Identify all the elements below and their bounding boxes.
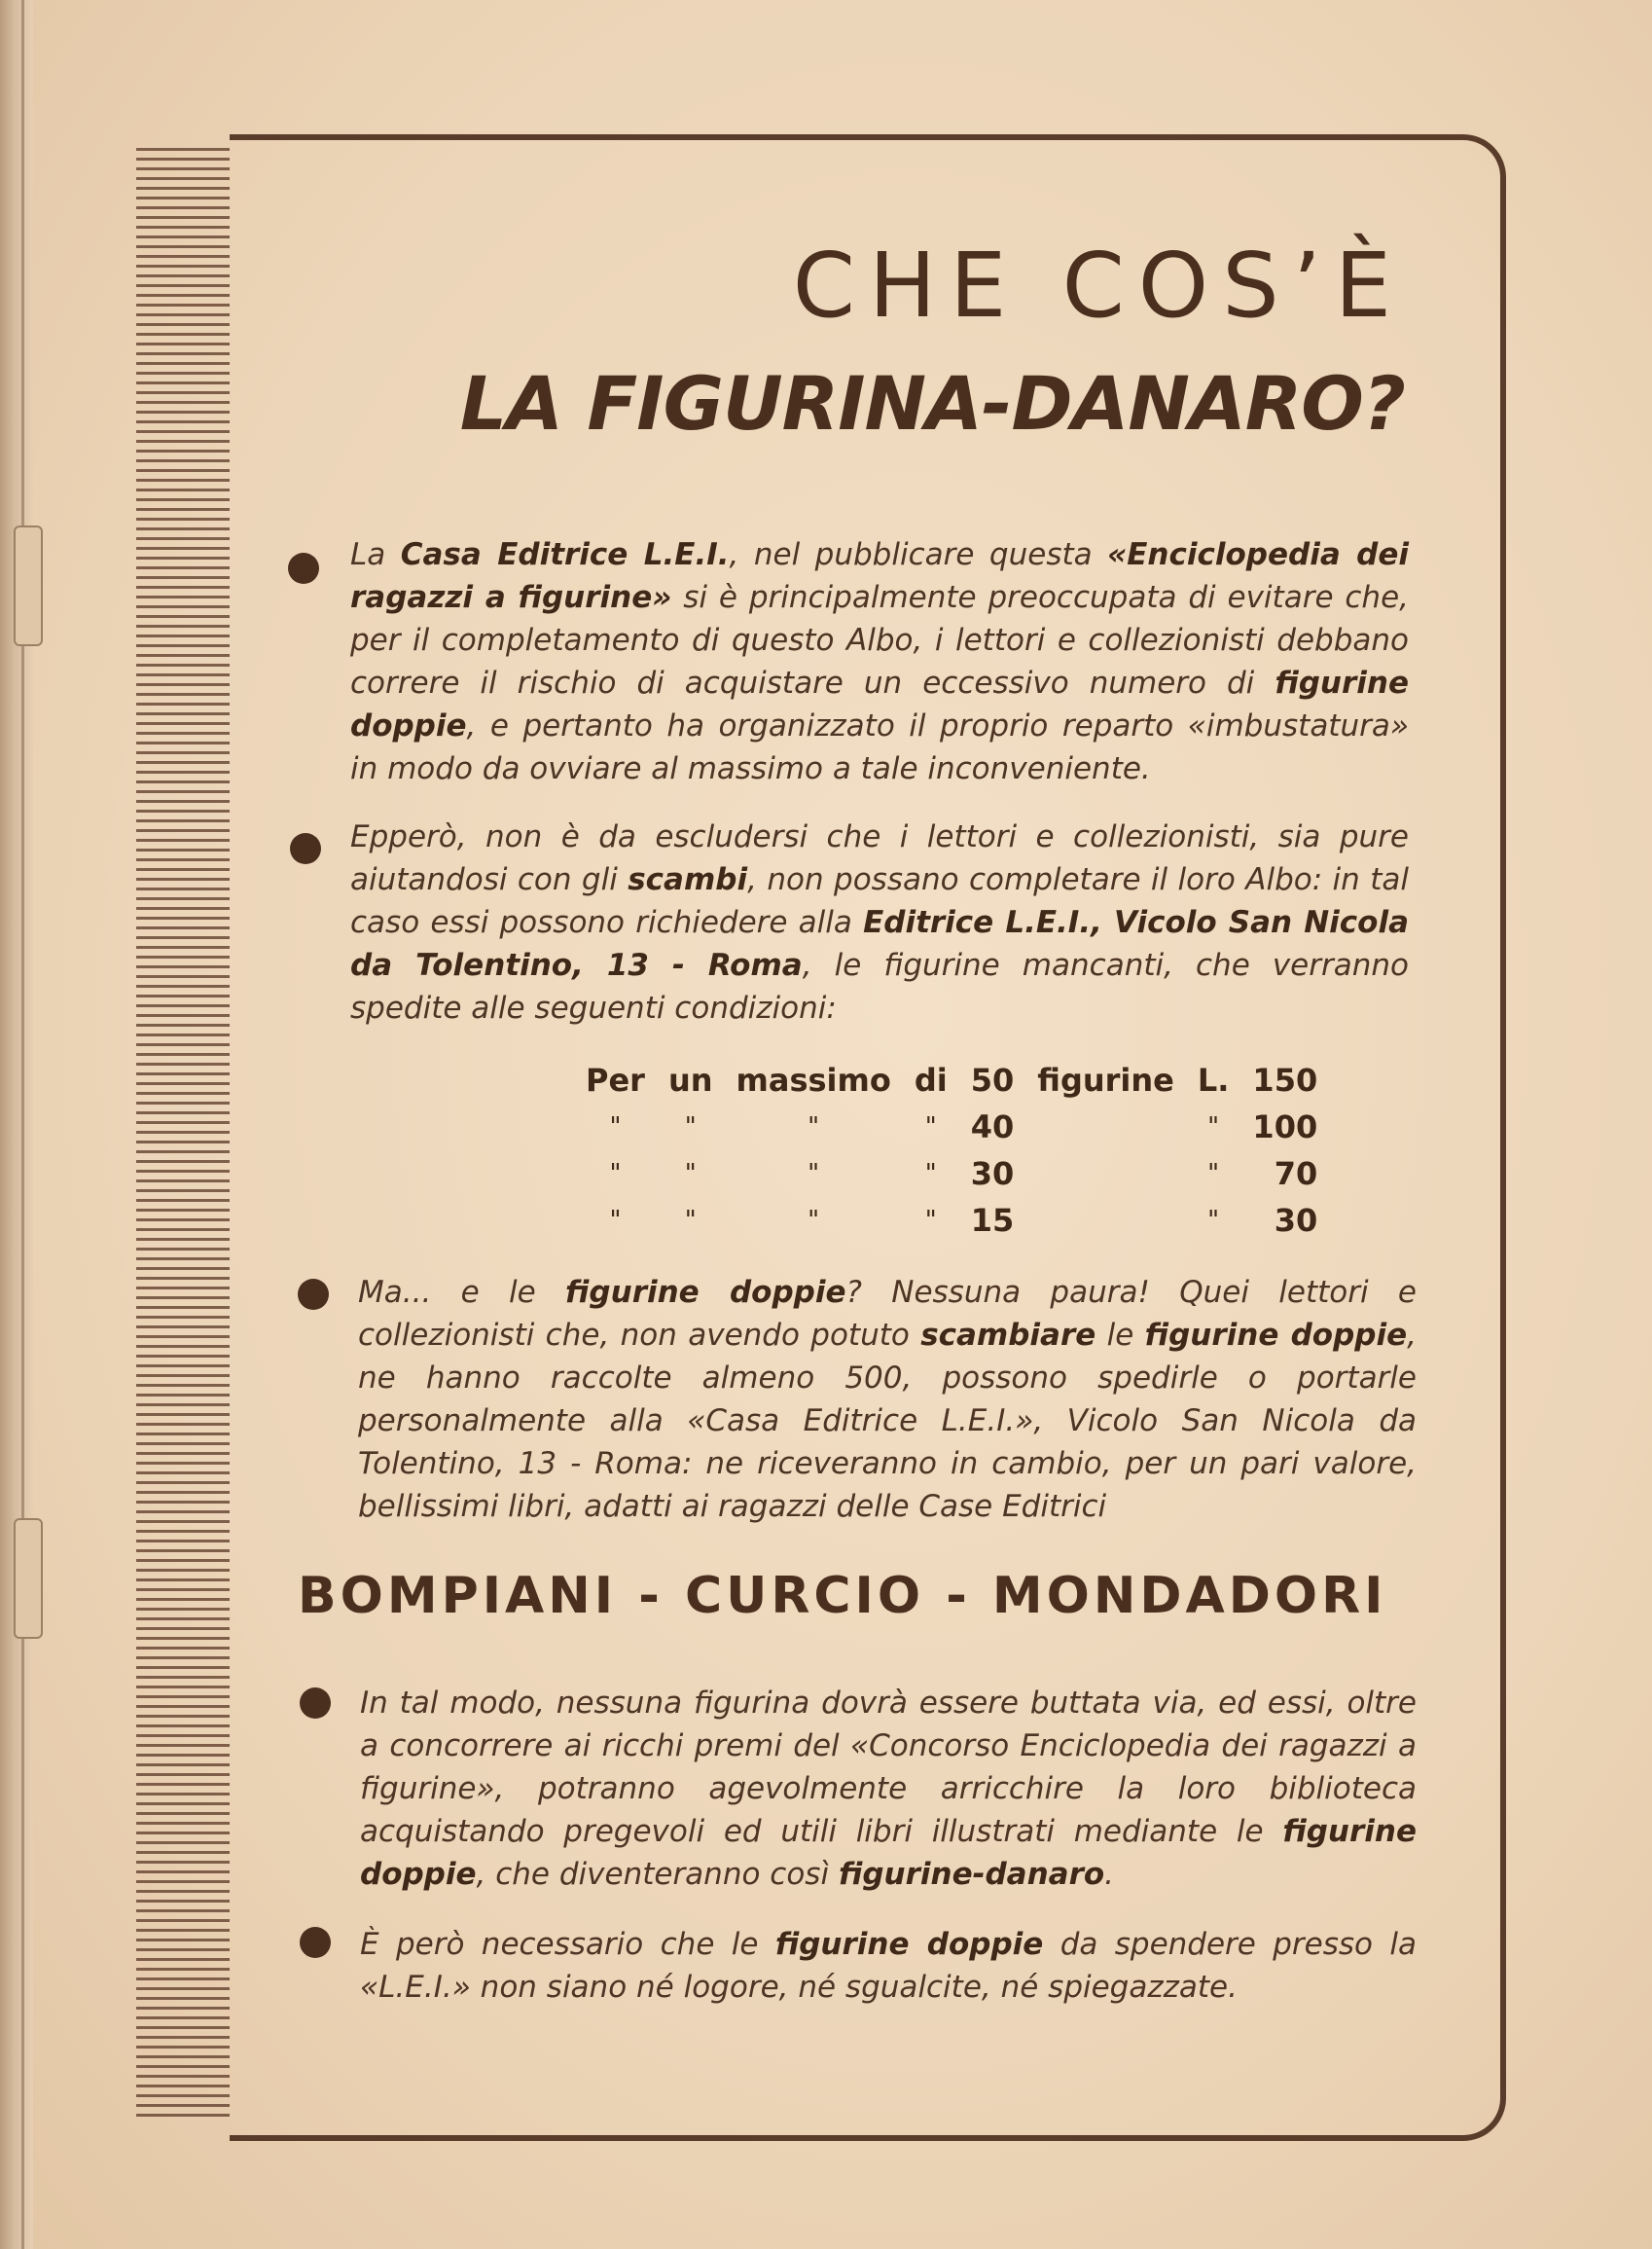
empty-cell [1025,1150,1186,1197]
text-run: ? Nessuna paura! Quei lettori e collezionisti che, non avendo potuto [358,1275,1418,1353]
bullet-icon [300,1687,331,1719]
bold-run: Casa Editrice L.E.I. [400,537,730,572]
text-run: si è principalmente preoccupata di evitare che, per il completamento di questo Albo, i lettori e collezionisti debbano correre il rischio di acquistare un eccessivo numero di [350,580,1410,701]
bold-run: figurine doppie [565,1275,846,1310]
spine-fold-line [21,0,24,2249]
paragraph-intro [350,533,1409,790]
bold-run: figurine doppie [1144,1318,1408,1353]
price-table-row [574,1150,1329,1197]
text-run: le [1095,1318,1145,1353]
price-cell: Per [586,1062,645,1099]
quantity-cell: 50 [970,1062,1015,1099]
bold-run: scambi [628,862,748,897]
bold-run: scambiare [920,1318,1096,1353]
text-run: . [1104,1857,1115,1892]
bullet-icon [300,1927,331,1958]
text-run: , ne hanno raccolte almeno 500, possono spedirle o portarle personalmente alla «Casa Editrice L.E.I.», Vicolo San Nicola da Tolentino, 13 - Roma: ne riceveranno in cambio, per un pari valore, bellissimi libri, adatti ai ragazzi delle Case Editrici [358,1318,1417,1524]
price-table [574,1057,1329,1244]
ditto-mark: " [924,1112,937,1142]
binding-staple-bottom [14,1518,43,1639]
price-cell: un [667,1062,713,1099]
paragraph-condition [360,1923,1417,2009]
bullet-icon [290,833,321,864]
paragraph-exchange [360,1682,1417,1896]
ditto-mark: " [808,1112,820,1142]
ditto-mark: " [1207,1206,1220,1235]
bold-run: Editrice L.E.I., Vicolo San Nicola da Tolentino, 13 - Roma [350,905,1410,983]
text-run: , e pertanto ha organizzato il proprio reparto «imbustatura» in modo da ovviare al massimo a tale inconveniente. [350,708,1409,786]
text-run: Epperò, non è da escludersi che i lettori e collezionisti, sia pure aiutandosi con gli [350,819,1409,897]
ditto-mark: " [924,1206,937,1235]
bold-run: «Enciclopedia dei ragazzi a figurine» [350,537,1410,615]
price-cell: figurine [1037,1062,1174,1099]
text-run: , non possano completare il loro Albo: in tal caso essi possono richiedere alla [350,862,1409,940]
price-value-cell: 70 [1274,1155,1318,1192]
ditto-mark: " [1207,1159,1220,1188]
ditto-mark: " [609,1206,622,1235]
paragraph-duplicates [358,1271,1417,1528]
text-run: da spendere presso la «L.E.I.» non siano né logore, né sgualcite, né spiegazzate. [360,1927,1417,2005]
ditto-mark: " [609,1159,622,1188]
bold-run: figurine doppie [774,1927,1044,1962]
currency-cell: L. [1197,1062,1230,1099]
bold-run: figurine-danaro [838,1857,1105,1892]
paragraph-missing-cards [350,816,1409,1030]
price-table-row [574,1197,1329,1244]
binding-staple-top [14,526,43,646]
heading-line-1: CHE COS’È [792,234,1405,338]
bullet-icon [288,553,319,584]
ditto-mark: " [684,1112,697,1142]
quantity-cell: 30 [970,1155,1015,1192]
price-value-cell: 100 [1252,1108,1318,1145]
text-run: In tal modo, nessuna figurina dovrà essere buttata via, ed essi, oltre a concorrere ai ricchi premi del «Concorso Enciclopedia dei ragazzi a figurine», potranno agevolmente arricchire la loro biblioteca acquistando pregevoli ed utili libri illustrati mediante le [360,1686,1417,1849]
empty-cell [1025,1197,1186,1244]
text-run: , le figurine mancanti, che verranno spedite alle seguenti condizioni: [350,948,1409,1026]
decorative-stripe-band [136,148,230,2123]
ditto-mark: " [684,1206,697,1235]
price-value-cell: 150 [1252,1062,1318,1099]
text-run: È però necessario che le [360,1927,775,1962]
bullet-icon [298,1279,329,1310]
ditto-mark: " [924,1159,937,1188]
price-cell: massimo [736,1062,891,1099]
ditto-mark: " [808,1206,820,1235]
price-value-cell: 30 [1274,1202,1318,1239]
quantity-cell: 15 [970,1202,1015,1239]
bold-run: figurine doppie [360,1814,1417,1892]
ditto-mark: " [609,1112,622,1142]
bold-run: figurine doppie [350,666,1409,744]
book-spine [0,0,33,2249]
price-table-row [574,1057,1329,1104]
price-table-row [574,1104,1329,1150]
text-run: , che diventeranno così [476,1857,839,1892]
empty-cell [1025,1104,1186,1150]
publishers-heading: BOMPIANI - CURCIO - MONDADORI [298,1567,1387,1625]
ditto-mark: " [808,1159,820,1188]
text-run: La [350,537,401,572]
price-cell: di [914,1062,948,1099]
quantity-cell: 40 [970,1108,1015,1145]
text-run: Ma... e le [358,1275,566,1310]
ditto-mark: " [1207,1112,1220,1142]
text-run: , nel pubblicare questa [729,537,1108,572]
heading-line-2: LA FIGURINA-DANARO? [459,360,1405,447]
ditto-mark: " [684,1159,697,1188]
